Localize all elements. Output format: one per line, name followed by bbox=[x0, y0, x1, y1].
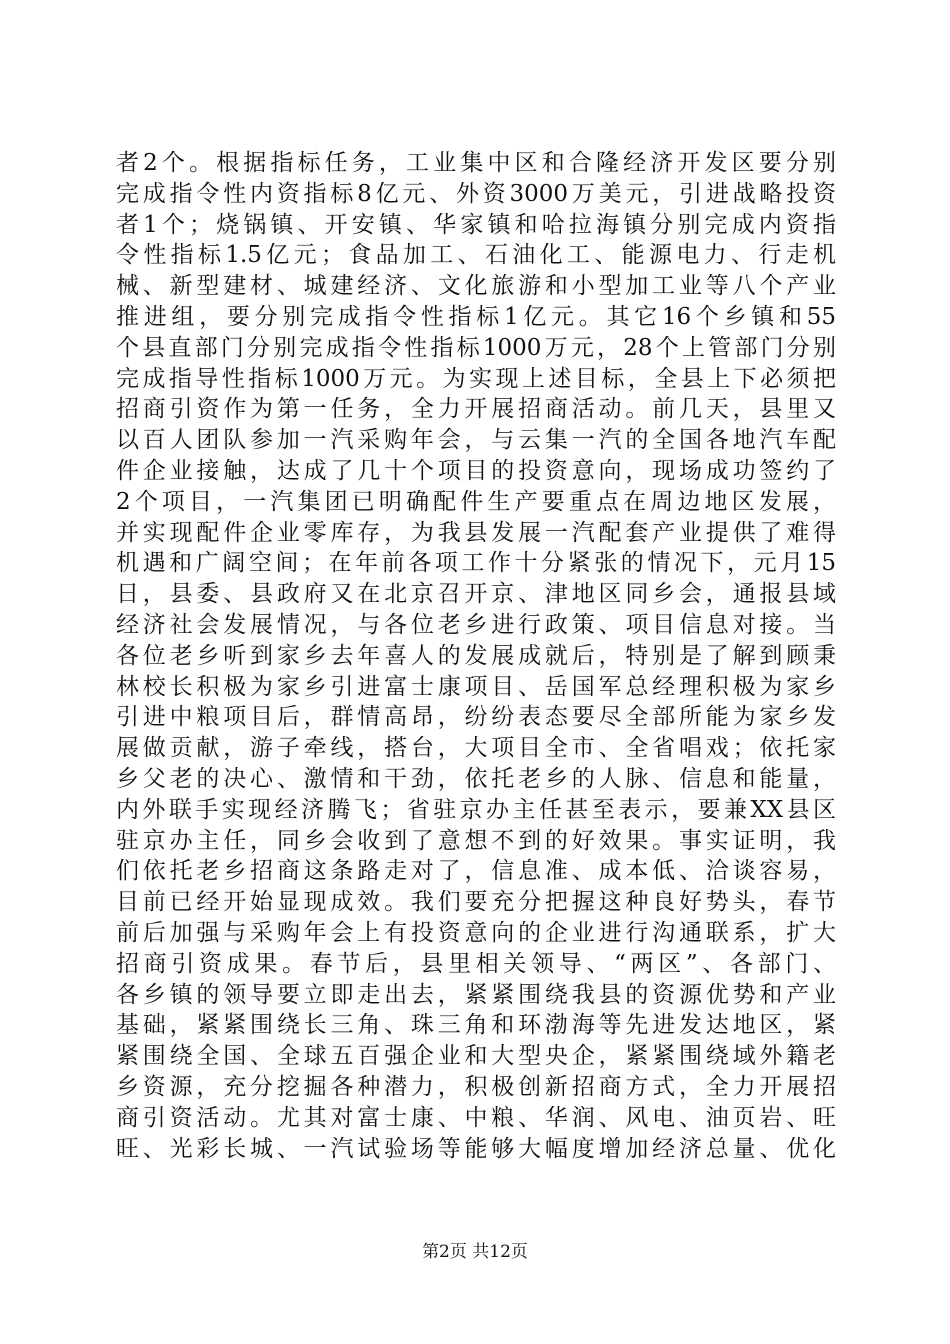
text-line: 引进中粮项目后，群情高昂，纷纷表态要尽全部所能为家乡发 bbox=[116, 704, 836, 731]
text-line: 乡父老的决心、激情和干劲，依托老乡的人脉、信息和能量， bbox=[116, 765, 836, 792]
text-line: 完成指令性内资指标8亿元、外资3000万美元，引进战略投资 bbox=[116, 180, 836, 207]
text-line: 基础，紧紧围绕长三角、珠三角和环渤海等先进发达地区，紧 bbox=[116, 1012, 836, 1039]
text-line: 者2个。根据指标任务，工业集中区和合隆经济开发区要分别 bbox=[116, 150, 836, 176]
text-line: 推进组，要分别完成指令性指标1亿元。其它16个乡镇和55 bbox=[116, 303, 836, 330]
text-line: 令性指标1.5亿元；食品加工、石油化工、能源电力、行走机 bbox=[116, 242, 836, 269]
text-line: 目前已经开始显现成效。我们要充分把握这种良好势头，春节 bbox=[116, 889, 836, 916]
text-line: 件企业接触，达成了几十个项目的投资意向，现场成功签约了 bbox=[116, 457, 836, 484]
text-line: 日，县委、县政府又在北京召开京、津地区同乡会，通报县域 bbox=[116, 581, 836, 608]
text-line: 旺、光彩长城、一汽试验场等能够大幅度增加经济总量、优化 bbox=[116, 1135, 836, 1162]
text-line: 以百人团队参加一汽采购年会，与云集一汽的全国各地汽车配 bbox=[116, 427, 836, 454]
text-line: 各位老乡听到家乡去年喜人的发展成就后，特别是了解到顾秉 bbox=[116, 642, 836, 669]
page-footer: 第2页 共12页 bbox=[422, 1242, 528, 1262]
text-line: 内外联手实现经济腾飞；省驻京办主任甚至表示，要兼XX县区 bbox=[116, 796, 836, 823]
text-line: 招商引资成果。春节后，县里相关领导、“两区”、各部门、 bbox=[116, 950, 836, 977]
text-line: 2个项目，一汽集团已明确配件生产要重点在周边地区发展， bbox=[116, 488, 836, 515]
text-line: 们依托老乡招商这条路走对了，信息准、成本低、洽谈容易， bbox=[116, 858, 836, 885]
text-line: 展做贡献，游子牵线，搭台，大项目全市、全省唱戏；依托家 bbox=[116, 735, 836, 762]
text-line: 驻京办主任，同乡会收到了意想不到的好效果。事实证明，我 bbox=[116, 827, 836, 854]
text-line: 招商引资作为第一任务，全力开展招商活动。前几天，县里又 bbox=[116, 396, 836, 423]
body-paragraph bbox=[116, 148, 836, 1164]
text-line: 紧围绕全国、全球五百强企业和大型央企，紧紧围绕域外籍老 bbox=[116, 1043, 836, 1070]
text-line: 个县直部门分别完成指令性指标1000万元，28个上管部门分别 bbox=[116, 334, 836, 361]
text-line: 乡资源，充分挖掘各种潜力，积极创新招商方式，全力开展招 bbox=[116, 1073, 836, 1100]
text-line: 林校长积极为家乡引进富士康项目、岳国军总经理积极为家乡 bbox=[116, 673, 836, 700]
text-line: 前后加强与采购年会上有投资意向的企业进行沟通联系，扩大 bbox=[116, 919, 836, 946]
text-line: 者1个；烧锅镇、开安镇、华家镇和哈拉海镇分别完成内资指 bbox=[116, 211, 836, 238]
text-line: 商引资活动。尤其对富士康、中粮、华润、风电、油页岩、旺 bbox=[116, 1104, 836, 1131]
text-line: 机遇和广阔空间；在年前各项工作十分紧张的情况下，元月15 bbox=[116, 550, 836, 577]
text-line: 械、新型建材、城建经济、文化旅游和小型加工业等八个产业 bbox=[116, 273, 836, 300]
text-line: 并实现配件企业零库存，为我县发展一汽配套产业提供了难得 bbox=[116, 519, 836, 546]
text-line: 各乡镇的领导要立即走出去，紧紧围绕我县的资源优势和产业 bbox=[116, 981, 836, 1008]
text-line: 完成指导性指标1000万元。为实现上述目标，全县上下必须把 bbox=[116, 365, 836, 392]
text-line: 经济社会发展情况，与各位老乡进行政策、项目信息对接。当 bbox=[116, 611, 836, 638]
